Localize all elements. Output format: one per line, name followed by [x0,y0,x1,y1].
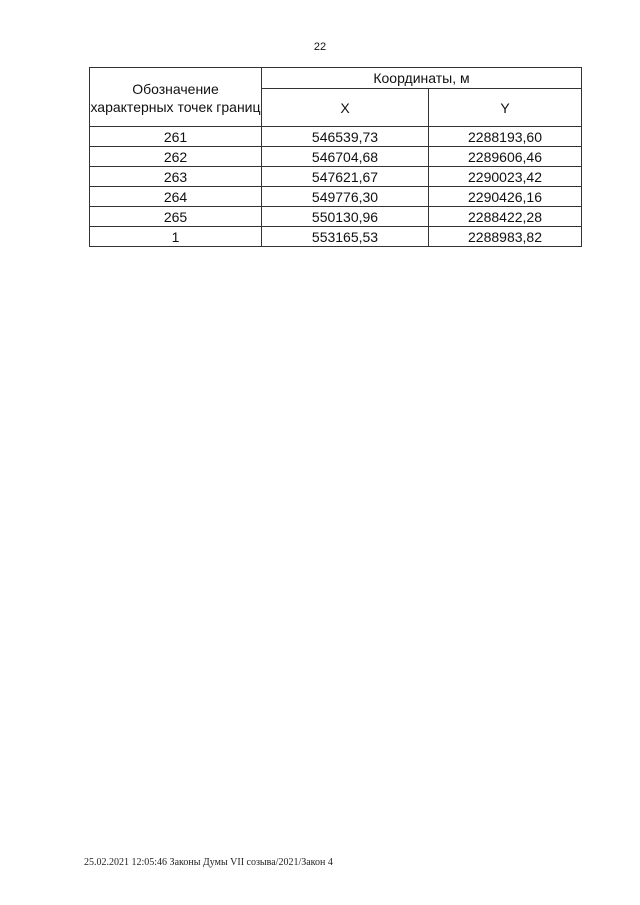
cell-point: 263 [90,167,262,187]
table-row [90,227,582,247]
cell-y: 2288422,28 [429,207,582,227]
table-row [90,207,582,227]
cell-point: 262 [90,147,262,167]
cell-x: 546704,68 [262,147,429,167]
coordinates-table [89,67,582,247]
cell-point: 261 [90,127,262,147]
cell-y: 2289606,46 [429,147,582,167]
header-coordinates: Координаты, м [262,68,582,89]
header-x: X [262,89,429,127]
cell-point: 1 [90,227,262,247]
page-number: 22 [313,41,327,53]
cell-x: 553165,53 [262,227,429,247]
table-row [90,127,582,147]
cell-x: 547621,67 [262,167,429,187]
cell-y: 2288193,60 [429,127,582,147]
header-point-designation: Обозначение характерных точек границ [90,68,262,127]
header-y: Y [429,89,582,127]
cell-x: 549776,30 [262,187,429,207]
footer-stamp: 25.02.2021 12:05:46 Законы Думы VII созыва/2021/Закон 4 [84,857,333,868]
cell-x: 550130,96 [262,207,429,227]
table-row [90,187,582,207]
cell-y: 2290023,42 [429,167,582,187]
cell-y: 2290426,16 [429,187,582,207]
cell-y: 2288983,82 [429,227,582,247]
table-row [90,147,582,167]
table-row [90,167,582,187]
cell-point: 264 [90,187,262,207]
cell-x: 546539,73 [262,127,429,147]
cell-point: 265 [90,207,262,227]
